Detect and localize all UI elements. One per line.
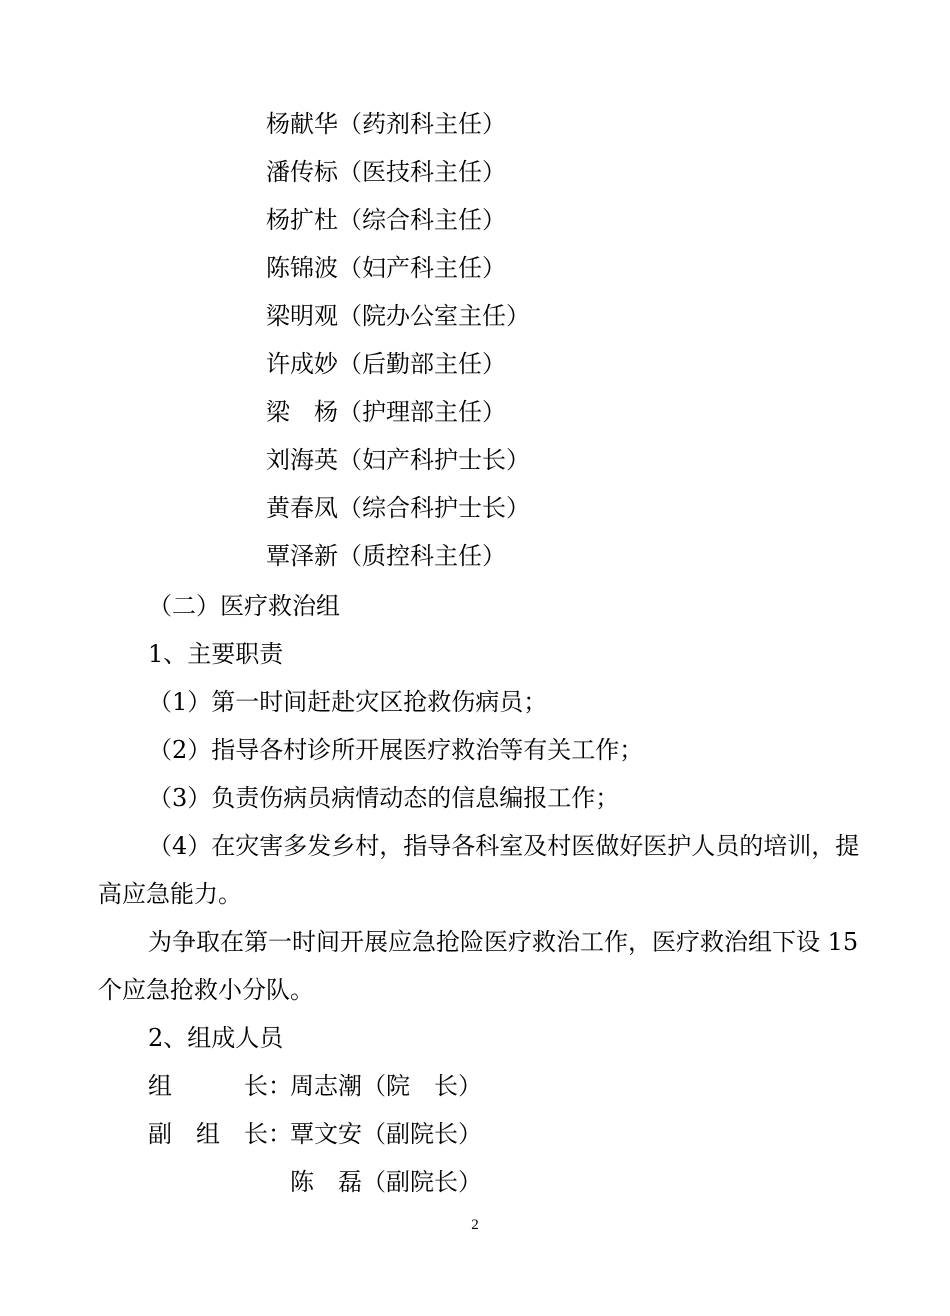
paragraph-line2: 个应急抢救小分队。 [98,976,314,1004]
member-line: 陈锦波（妇产科主任） [266,254,506,282]
member-line: 杨扩杜（综合科主任） [266,206,506,234]
composition-heading: 2、组成人员 [148,1024,284,1052]
duty-item: （3）负责伤病员病情动态的信息编报工作； [148,784,620,812]
deputy-label: 副 组 长： [148,1120,292,1148]
member-line: 潘传标（医技科主任） [266,158,506,186]
duty-item-line1: （4）在灾害多发乡村，指导各科室及村医做好医护人员的培训，提 [148,832,860,860]
member-line: 覃泽新（质控科主任） [266,542,506,570]
paragraph-line1: 为争取在第一时间开展应急抢险医疗救治工作，医疗救治组下设 15 [148,928,859,956]
section-title: （二）医疗救治组 [148,592,340,620]
duty-item-line2: 高应急能力。 [98,880,242,908]
member-line: 许成妙（后勤部主任） [266,350,506,378]
page-number: 2 [471,1217,479,1233]
member-line: 梁 杨（护理部主任） [266,398,506,426]
leader-label: 组 长： [148,1072,292,1100]
member-line: 梁明观（院办公室主任） [266,302,530,330]
member-line: 黄春凤（综合科护士长） [266,494,530,522]
deputy-name: 陈 磊（副院长） [290,1168,482,1196]
duties-heading: 1、主要职责 [148,640,284,668]
duty-item: （1）第一时间赶赴灾区抢救伤病员； [148,688,548,716]
leader-name: 周志潮（院 长） [290,1072,482,1100]
deputy-name: 覃文安（副院长） [290,1120,482,1148]
member-line: 刘海英（妇产科护士长） [266,446,530,474]
duty-item: （2）指导各村诊所开展医疗救治等有关工作； [148,736,644,764]
member-line: 杨献华（药剂科主任） [266,110,506,138]
